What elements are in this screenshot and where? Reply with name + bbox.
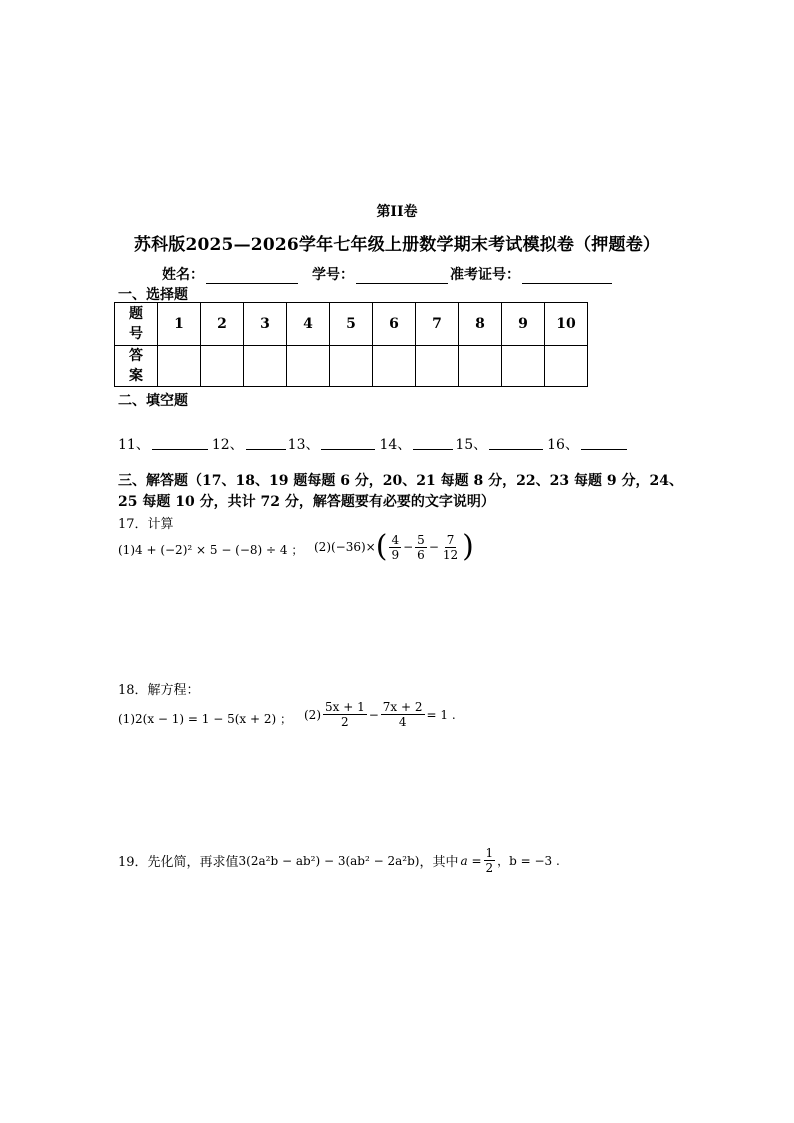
answer-cell[interactable] [502,346,545,387]
left-paren: ( [375,529,388,564]
q19 [118,846,560,875]
student-id-blank[interactable] [356,267,448,284]
numerator: 7x + 2 [382,700,423,714]
fraction [381,700,425,729]
fill-blank[interactable] [581,434,627,450]
numerator: 5 [417,532,425,547]
student-info-row [162,264,626,284]
answer-cell[interactable] [287,346,330,387]
question-number: 7 [416,303,459,346]
question-number: 9 [502,303,545,346]
q17-part1 [118,541,303,558]
question-number: 10 [545,303,588,346]
student-id-label: 学号： [312,267,354,283]
section1-title: 一、选择题 [118,287,188,303]
denominator: 4 [398,715,407,729]
fill-blank[interactable] [413,434,453,450]
q17-part2 [314,529,474,564]
denominator: 9 [391,547,400,562]
exam-number-blank[interactable] [522,267,612,284]
answer-cell[interactable] [158,346,201,387]
question-number: 5 [330,303,373,346]
fill-item-label: 13、 [287,437,320,453]
answer-cell[interactable] [459,346,502,387]
numerator: 5x + 1 [325,700,365,714]
fill-item-label: 16、 [547,437,579,453]
fill-blank[interactable] [246,434,286,450]
minus-sign: − [403,540,414,554]
question-number: 6 [373,303,416,346]
q19-b-value: ，b = −3 . [497,854,560,868]
name-label: 姓名： [162,267,204,283]
fill-item-label: 15、 [455,437,488,453]
q17-part1-expr: (1)4 + (−2)² × 5 − (−8) ÷ 4 ； [118,543,304,557]
right-paren: ) [462,529,474,564]
fraction [323,700,367,729]
denominator: 12 [442,547,459,562]
minus-sign: − [428,540,439,554]
question-number: 1 [158,303,201,346]
answer-cell[interactable] [545,346,588,387]
row-header-question-text: 题号 [129,306,143,342]
question-number: 2 [201,303,244,346]
question-number: 4 [287,303,330,346]
fraction [389,533,401,562]
q17-part2-prefix: (2)(−36)× [314,540,376,554]
answer-cell[interactable] [373,346,416,387]
q19-label: 19．先化简，再求值 [118,855,239,870]
volume-title: 第II卷 [376,204,418,220]
exam-number-label: 准考证号： [450,267,520,283]
name-blank[interactable] [206,267,298,284]
q18-part1 [118,710,292,727]
question-number: 3 [244,303,287,346]
section2-title: 二、填空题 [118,393,188,409]
fill-blank[interactable] [321,434,375,450]
q19-expression: 3(2a²b − ab²) − 3(ab² − 2a²b) [238,853,420,868]
answer-cell[interactable] [330,346,373,387]
fill-in-row [118,434,629,454]
row-header-question [115,303,158,346]
q18-label: 18．解方程： [118,683,200,698]
q19-a-prefix: a = [460,853,482,868]
q18-part1-expr: (1)2(x − 1) = 1 − 5(x + 2) ； [118,712,292,726]
numerator: 4 [391,532,400,547]
numerator: 1 [485,846,494,860]
q18-part2 [304,700,456,729]
q19-where: ，其中 [419,855,459,870]
fill-item-label: 12、 [211,437,244,453]
answer-cell[interactable] [416,346,459,387]
fill-blank[interactable] [489,434,543,450]
row-header-answer-text: 答案 [129,348,143,384]
denominator: 2 [485,861,494,875]
q18-part2-suffix: = 1 . [426,707,456,722]
question-number: 8 [459,303,502,346]
numerator: 7 [446,532,455,547]
table-row [115,303,588,346]
fill-blank[interactable] [152,434,208,450]
answer-table [114,302,588,387]
table-row [115,346,588,387]
q17-label: 17．计算 [118,517,174,532]
section3-title-line2: 25 每题 10 分，共计 72 分，解答题要有必要的文字说明） [118,494,495,510]
fraction [484,846,496,875]
denominator: 2 [341,715,349,729]
exam-title: 苏科版2025—2026学年七年级上册数学期末考试模拟卷（押题卷） [133,235,661,255]
fill-item-label: 14、 [379,437,412,453]
answer-cell[interactable] [201,346,244,387]
q18-part2-prefix: (2) [304,707,321,722]
answer-cell[interactable] [244,346,287,387]
denominator: 6 [417,547,425,562]
row-header-answer [115,346,158,387]
fraction [415,533,427,562]
section3-title-line1: 三、解答题（17、18、19 题每题 6 分，20、21 每题 8 分，22、23 每题 9 分，24、 [118,473,683,489]
fill-item-label: 11、 [118,437,150,453]
fraction [441,533,460,562]
minus-sign: − [368,707,379,722]
